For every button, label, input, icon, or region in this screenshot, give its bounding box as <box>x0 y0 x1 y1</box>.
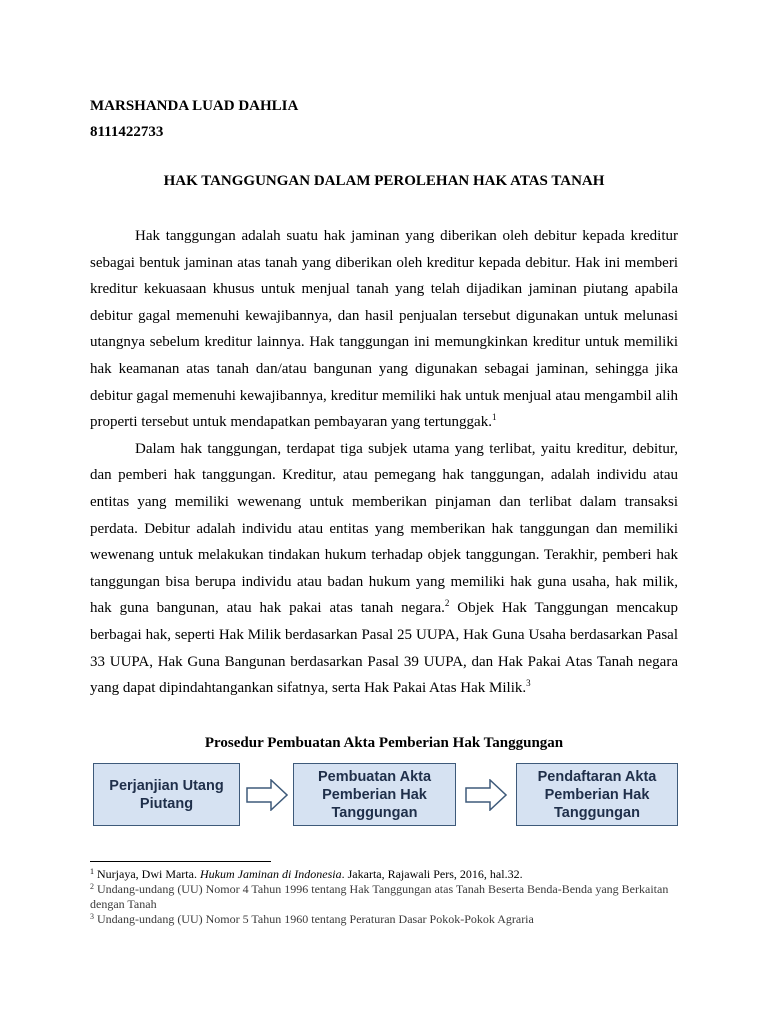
footnote-1-before: Nurjaya, Dwi Marta. <box>97 867 200 881</box>
figure-title-prefix: Prosedur <box>204 735 264 751</box>
step-label-3: Pendaftaran Akta Pemberian Hak Tanggungan <box>537 768 657 821</box>
footnote-1 <box>90 867 690 882</box>
document-title: HAK TANGGUNGAN DALAM PEROLEHAN HAK ATAS TANAH <box>163 173 605 189</box>
paragraph-2 <box>90 436 678 702</box>
footnote-2-text: Undang-undang (UU) Nomor 4 Tahun 1996 tentang Hak Tanggungan atas Tanah Beserta Benda-Benda yang Berkaitan dengan Tanah <box>90 882 669 911</box>
arrow-right-icon <box>246 779 288 811</box>
figure-title <box>0 735 768 752</box>
footnote-3 <box>90 912 690 927</box>
step-box-1 <box>93 763 240 826</box>
footnote-1-italic: Hukum Jaminan di Indonesia <box>199 867 342 881</box>
figure-title-main: Pembuatan Akta Pemberian Hak Tanggungan <box>267 735 564 751</box>
author-block <box>90 93 298 145</box>
step-box-3 <box>516 763 678 826</box>
paragraph-2-text: Dalam hak tanggungan, terdapat tiga subjek utama yang terlibat, yaitu kreditur, debitur, dan pemberi hak tanggungan. Kreditur, atau pemegang hak tanggungan, adalah individu atau entitas yang memiliki wewenang untuk memberikan pinjaman dan terlibat dalam transaksi perdata. Debitur adalah individu atau entitas yang memberikan hak tanggungan dan memiliki wewenang untuk melakukan tindakan hukum terhadap objek tanggungan. Terakhir, pemberi hak tanggungan bisa berupa individu atau badan hukum yang memiliki hak guna usaha, hak milik, hak guna bangunan, atau hak pakai atas tanah negara. <box>90 440 678 617</box>
footnote-2 <box>90 882 690 912</box>
footnote-num-2: 2 <box>90 882 94 891</box>
paragraph-1 <box>90 223 678 436</box>
author-id: 8111422733 <box>90 124 164 140</box>
footnote-divider <box>90 861 271 862</box>
footnotes <box>90 867 690 927</box>
step-label-1: Perjanjian Utang Piutang <box>109 777 224 812</box>
paragraph-1-text: Hak tanggungan adalah suatu hak jaminan yang diberikan oleh debitur kepada kreditur sebagai bentuk jaminan atas tanah yang diberikan oleh kreditur kepada debitur. Hak ini memberi kreditur kekuasaan khusus untuk menjual tanah yang telah dijadikan jaminan piutang apabila debitur gagal memenuhi kewajibannya, dan hasil penjualan tersebut digunakan untuk melunasi utangnya sebelum kreditur lainnya. Hak tanggungan ini memungkinkan kreditur untuk memiliki hak keamanan atas tanah dan/atau bangunan yang digunakan sebagai jaminan, sehingga jika debitur gagal memenuhi kewajibannya, kreditur memiliki hak untuk menjual atau mengambil alih properti tersebut untuk mendapatkan pembayaran yang tertunggak. <box>90 228 678 431</box>
step-box-2 <box>293 763 456 826</box>
footnote-ref-1: 1 <box>491 412 497 423</box>
footnote-num-1: 1 <box>90 867 94 876</box>
footnote-ref-2: 2 <box>444 598 450 609</box>
footnote-num-3: 3 <box>90 912 94 921</box>
step-label-2: Pembuatan Akta Pemberian Hak Tanggungan <box>317 768 432 821</box>
footnote-3-text: Undang-undang (UU) Nomor 5 Tahun 1960 tentang Peraturan Dasar Pokok-Pokok Agraria <box>97 912 534 926</box>
arrow-right-icon <box>465 779 507 811</box>
body-text <box>90 223 678 702</box>
footnote-ref-3: 3 <box>526 678 531 689</box>
footnote-1-after: . Jakarta, Rajawali Pers, 2016, hal.32. <box>341 867 523 881</box>
author-name: MARSHANDA LUAD DAHLIA <box>90 98 299 114</box>
paragraph-2-text-cont: Objek Hak Tanggungan mencakup berbagai hak, seperti Hak Milik berdasarkan Pasal 25 UUPA, Hak Guna Usaha berdasarkan Pasal 33 UUPA, Hak Guna Bangunan berdasarkan Pasal 39 UUPA, dan Hak Pakai Atas Tanah negara yang dapat dipindahtangankan sifatnya, serta Hak Pakai Atas Hak Milik. <box>90 600 678 697</box>
